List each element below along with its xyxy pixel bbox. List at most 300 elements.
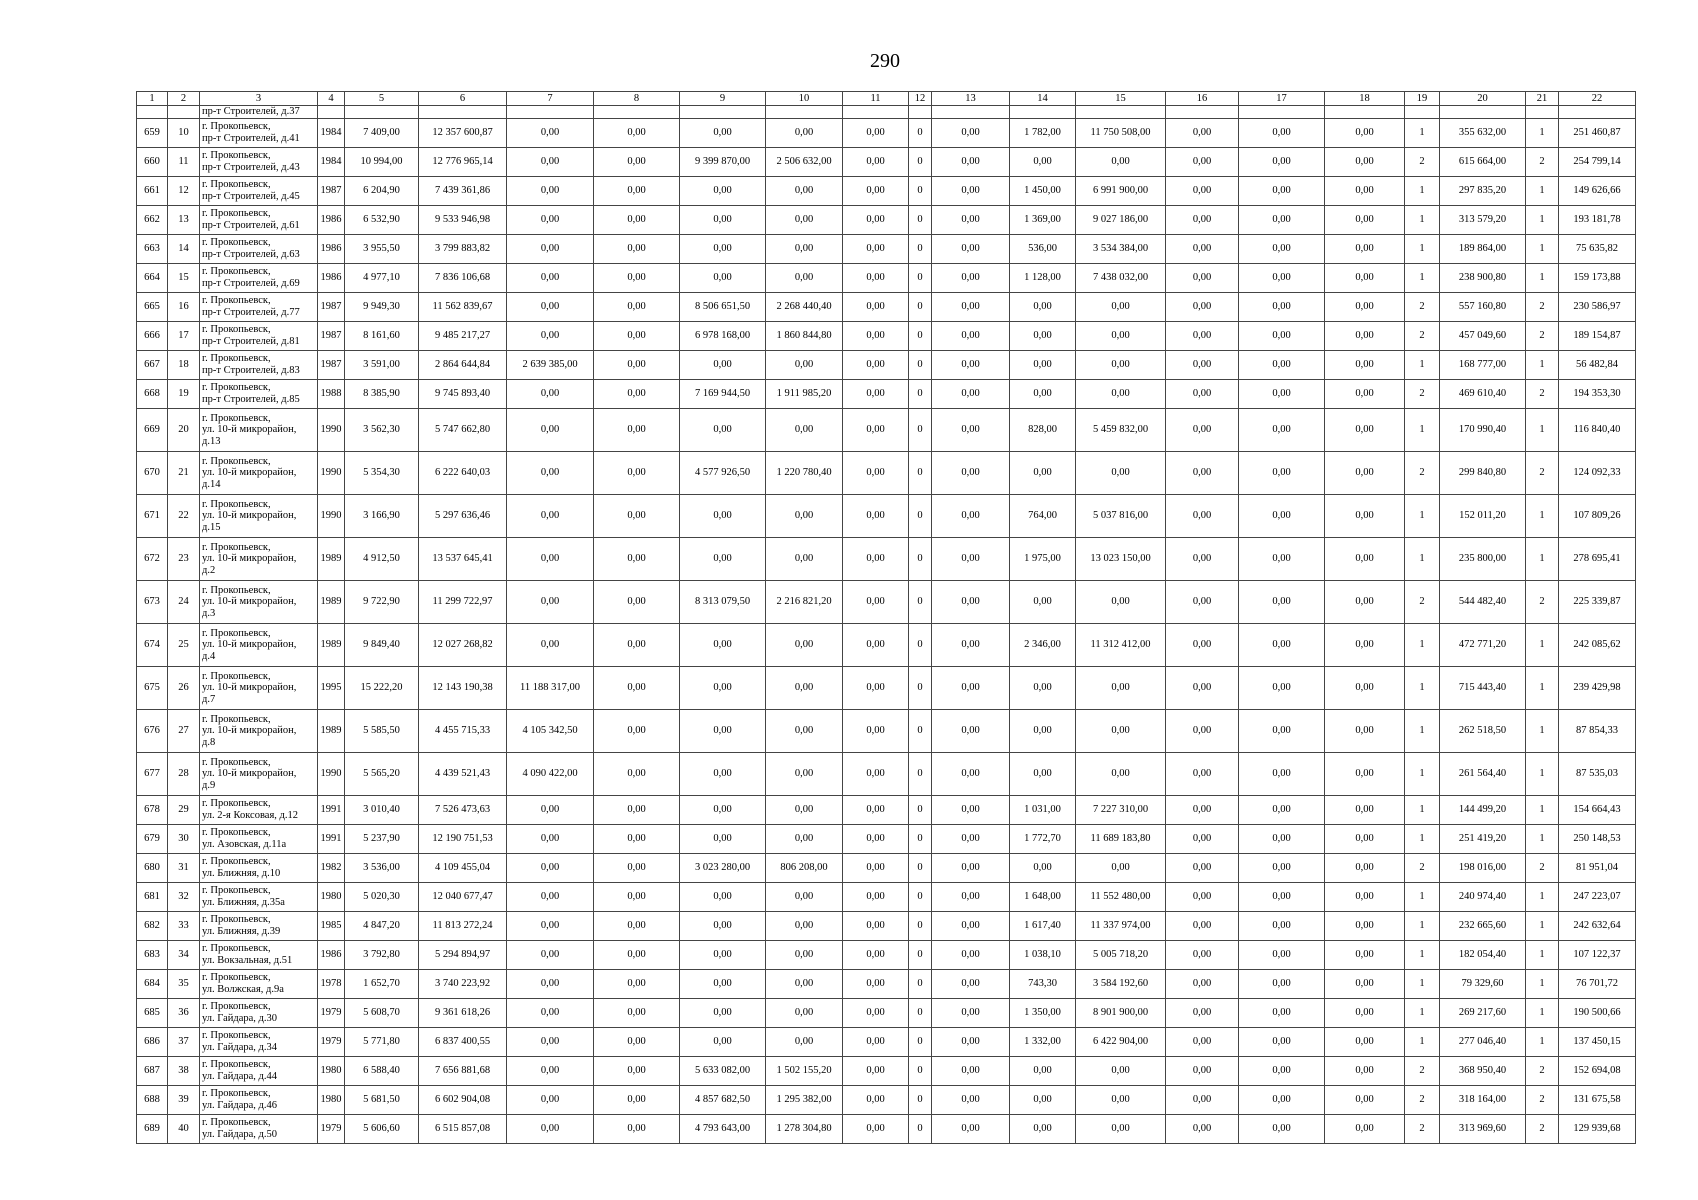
cell-c8: 0,00 (594, 409, 680, 452)
empty-cell (594, 106, 680, 119)
cell-c13: 0,00 (932, 1028, 1010, 1057)
cell-c14: 828,00 (1010, 409, 1076, 452)
cell-c9: 0,00 (680, 970, 766, 999)
cell-c9: 0,00 (680, 206, 766, 235)
address-line: г. Прокопьевск, (202, 353, 271, 365)
cell-c10: 0,00 (766, 538, 843, 581)
cell-c5: 10 994,00 (345, 148, 419, 177)
cell-c13: 0,00 (932, 322, 1010, 351)
address-line: пр-т Строителей, д.85 (202, 394, 300, 405)
cell-c11: 0,00 (843, 452, 909, 495)
cell-c4: 1990 (318, 753, 345, 796)
cell-c6: 11 299 722,97 (419, 581, 507, 624)
cell-i: 21 (168, 452, 200, 495)
address-cell (200, 825, 318, 854)
cell-c6: 9 361 618,26 (419, 999, 507, 1028)
empty-cell (419, 106, 507, 119)
cell-c16: 0,00 (1166, 883, 1239, 912)
cell-c15: 8 901 900,00 (1076, 999, 1166, 1028)
cell-c12: 0 (909, 322, 932, 351)
address-line: ул. Гайдара, д.44 (202, 1071, 277, 1082)
cell-c16: 0,00 (1166, 351, 1239, 380)
cell-c6: 9 745 893,40 (419, 380, 507, 409)
address-line: г. Прокопьевск, (202, 713, 271, 725)
address-line: д.8 (202, 736, 216, 748)
cell-c19: 1 (1405, 177, 1440, 206)
cell-c6: 11 562 839,67 (419, 293, 507, 322)
cell-c10: 0,00 (766, 796, 843, 825)
cell-c6: 4 455 715,33 (419, 710, 507, 753)
cell-c14: 0,00 (1010, 351, 1076, 380)
cell-c5: 4 977,10 (345, 264, 419, 293)
cell-c12: 0 (909, 380, 932, 409)
cell-c10: 2 268 440,40 (766, 293, 843, 322)
cell-c22: 190 500,66 (1559, 999, 1636, 1028)
cell-n: 663 (137, 235, 168, 264)
cell-c13: 0,00 (932, 999, 1010, 1028)
cell-c16: 0,00 (1166, 1115, 1239, 1144)
cell-c7: 0,00 (507, 264, 594, 293)
cell-c20: 262 518,50 (1440, 710, 1526, 753)
cell-c18: 0,00 (1325, 119, 1405, 148)
cell-c4: 1984 (318, 148, 345, 177)
cell-c7: 0,00 (507, 581, 594, 624)
cell-c18: 0,00 (1325, 322, 1405, 351)
cell-n: 666 (137, 322, 168, 351)
cell-c8: 0,00 (594, 235, 680, 264)
cell-c9: 0,00 (680, 710, 766, 753)
cell-c17: 0,00 (1239, 452, 1325, 495)
cell-c13: 0,00 (932, 854, 1010, 883)
address-line: ул. 10-й микрорайон, (202, 553, 297, 565)
cell-c22: 239 429,98 (1559, 667, 1636, 710)
cell-c19: 1 (1405, 710, 1440, 753)
cell-c17: 0,00 (1239, 883, 1325, 912)
cell-c7: 0,00 (507, 409, 594, 452)
cell-c19: 1 (1405, 825, 1440, 854)
cell-c21: 2 (1526, 322, 1559, 351)
cell-c6: 6 515 857,08 (419, 1115, 507, 1144)
cell-n: 661 (137, 177, 168, 206)
cell-c16: 0,00 (1166, 753, 1239, 796)
cell-c17: 0,00 (1239, 119, 1325, 148)
cell-c14: 1 031,00 (1010, 796, 1076, 825)
address-line: ул. Ближняя, д.35а (202, 897, 285, 908)
cell-c20: 544 482,40 (1440, 581, 1526, 624)
address-line: пр-т Строителей, д.63 (202, 249, 300, 260)
column-number-3: 3 (200, 92, 318, 106)
cell-c21: 1 (1526, 351, 1559, 380)
address-line: пр-т Строителей, д.69 (202, 278, 300, 289)
cell-c14: 1 772,70 (1010, 825, 1076, 854)
cell-c11: 0,00 (843, 753, 909, 796)
cell-c14: 0,00 (1010, 667, 1076, 710)
cell-c11: 0,00 (843, 970, 909, 999)
cell-c11: 0,00 (843, 667, 909, 710)
cell-c14: 1 038,10 (1010, 941, 1076, 970)
address-line: г. Прокопьевск, (202, 584, 271, 596)
cell-c18: 0,00 (1325, 264, 1405, 293)
cell-c13: 0,00 (932, 264, 1010, 293)
cell-c11: 0,00 (843, 581, 909, 624)
cell-c20: 469 610,40 (1440, 380, 1526, 409)
column-number-8: 8 (594, 92, 680, 106)
cell-c17: 0,00 (1239, 495, 1325, 538)
cell-c14: 0,00 (1010, 581, 1076, 624)
cell-c22: 152 694,08 (1559, 1057, 1636, 1086)
cell-n: 673 (137, 581, 168, 624)
cell-i: 25 (168, 624, 200, 667)
cell-c9: 0,00 (680, 409, 766, 452)
cell-c8: 0,00 (594, 883, 680, 912)
table-row (137, 710, 1636, 753)
table-row (137, 293, 1636, 322)
cell-n: 687 (137, 1057, 168, 1086)
cell-c16: 0,00 (1166, 1086, 1239, 1115)
address-line: ул. 10-й микрорайон, (202, 725, 297, 737)
cell-c10: 0,00 (766, 409, 843, 452)
page-number: 290 (870, 50, 900, 72)
cell-i: 38 (168, 1057, 200, 1086)
table-row (137, 495, 1636, 538)
cell-c22: 107 122,37 (1559, 941, 1636, 970)
cell-c16: 0,00 (1166, 999, 1239, 1028)
cell-c14: 1 128,00 (1010, 264, 1076, 293)
cell-c10: 0,00 (766, 999, 843, 1028)
cell-c15: 11 312 412,00 (1076, 624, 1166, 667)
cell-c10: 0,00 (766, 1028, 843, 1057)
address-cell (200, 796, 318, 825)
cell-c10: 1 278 304,80 (766, 1115, 843, 1144)
cell-i: 35 (168, 970, 200, 999)
cell-c19: 2 (1405, 1057, 1440, 1086)
address-cell (200, 177, 318, 206)
cell-c18: 0,00 (1325, 999, 1405, 1028)
cell-c5: 15 222,20 (345, 667, 419, 710)
cell-c21: 1 (1526, 206, 1559, 235)
cell-c22: 189 154,87 (1559, 322, 1636, 351)
cell-c13: 0,00 (932, 667, 1010, 710)
address-line: пр-т Строителей, д.37 (202, 106, 300, 118)
table-row (137, 825, 1636, 854)
cell-c14: 1 332,00 (1010, 1028, 1076, 1057)
cell-c5: 3 591,00 (345, 351, 419, 380)
cell-c13: 0,00 (932, 1115, 1010, 1144)
cell-c20: 313 969,60 (1440, 1115, 1526, 1144)
empty-cell (909, 106, 932, 119)
cell-c14: 0,00 (1010, 854, 1076, 883)
cell-c20: 189 864,00 (1440, 235, 1526, 264)
cell-c20: 355 632,00 (1440, 119, 1526, 148)
address-line: г. Прокопьевск, (202, 972, 271, 984)
cell-c15: 0,00 (1076, 854, 1166, 883)
cell-c9: 0,00 (680, 264, 766, 293)
cell-c21: 1 (1526, 119, 1559, 148)
cell-c17: 0,00 (1239, 912, 1325, 941)
continuation-row (137, 106, 1636, 119)
cell-c20: 261 564,40 (1440, 753, 1526, 796)
cell-c19: 1 (1405, 999, 1440, 1028)
address-cell (200, 322, 318, 351)
cell-c15: 3 534 384,00 (1076, 235, 1166, 264)
cell-c18: 0,00 (1325, 796, 1405, 825)
cell-c22: 250 148,53 (1559, 825, 1636, 854)
cell-c13: 0,00 (932, 883, 1010, 912)
cell-c17: 0,00 (1239, 970, 1325, 999)
cell-c5: 5 606,60 (345, 1115, 419, 1144)
cell-c13: 0,00 (932, 380, 1010, 409)
cell-c8: 0,00 (594, 452, 680, 495)
cell-c22: 116 840,40 (1559, 409, 1636, 452)
cell-c5: 5 354,30 (345, 452, 419, 495)
column-number-17: 17 (1239, 92, 1325, 106)
address-cell (200, 581, 318, 624)
cell-c18: 0,00 (1325, 495, 1405, 538)
table-row (137, 1057, 1636, 1086)
cell-c13: 0,00 (932, 1086, 1010, 1115)
cell-c16: 0,00 (1166, 1028, 1239, 1057)
cell-c20: 251 419,20 (1440, 825, 1526, 854)
cell-c19: 1 (1405, 119, 1440, 148)
cell-c11: 0,00 (843, 538, 909, 581)
column-number-2: 2 (168, 92, 200, 106)
cell-c13: 0,00 (932, 624, 1010, 667)
cell-i: 37 (168, 1028, 200, 1057)
address-line: г. Прокопьевск, (202, 266, 271, 278)
cell-c4: 1986 (318, 941, 345, 970)
cell-i: 22 (168, 495, 200, 538)
cell-c14: 0,00 (1010, 452, 1076, 495)
cell-c19: 1 (1405, 351, 1440, 380)
cell-c12: 0 (909, 538, 932, 581)
cell-c5: 3 166,90 (345, 495, 419, 538)
cell-c20: 238 900,80 (1440, 264, 1526, 293)
cell-n: 686 (137, 1028, 168, 1057)
cell-c11: 0,00 (843, 177, 909, 206)
cell-c6: 12 190 751,53 (419, 825, 507, 854)
address-line: г. Прокопьевск, (202, 943, 271, 955)
cell-c5: 3 010,40 (345, 796, 419, 825)
cell-c5: 9 849,40 (345, 624, 419, 667)
address-line: д.14 (202, 478, 221, 490)
cell-c6: 3 799 883,82 (419, 235, 507, 264)
address-line: г. Прокопьевск, (202, 498, 271, 510)
cell-c12: 0 (909, 409, 932, 452)
cell-c11: 0,00 (843, 119, 909, 148)
cell-c7: 0,00 (507, 796, 594, 825)
column-number-7: 7 (507, 92, 594, 106)
cell-c20: 232 665,60 (1440, 912, 1526, 941)
cell-c7: 0,00 (507, 293, 594, 322)
cell-c8: 0,00 (594, 148, 680, 177)
cell-c15: 11 750 508,00 (1076, 119, 1166, 148)
cell-c7: 0,00 (507, 495, 594, 538)
address-line: пр-т Строителей, д.77 (202, 307, 300, 318)
cell-c6: 12 143 190,38 (419, 667, 507, 710)
address-line: г. Прокопьевск, (202, 856, 271, 868)
cell-c22: 75 635,82 (1559, 235, 1636, 264)
cell-c17: 0,00 (1239, 177, 1325, 206)
cell-c13: 0,00 (932, 293, 1010, 322)
cell-c6: 5 294 894,97 (419, 941, 507, 970)
cell-c16: 0,00 (1166, 177, 1239, 206)
cell-n: 679 (137, 825, 168, 854)
cell-c16: 0,00 (1166, 148, 1239, 177)
address-line: д.2 (202, 564, 216, 576)
cell-c19: 1 (1405, 235, 1440, 264)
cell-c4: 1980 (318, 1086, 345, 1115)
cell-c11: 0,00 (843, 825, 909, 854)
cell-c15: 0,00 (1076, 1057, 1166, 1086)
cell-c21: 1 (1526, 999, 1559, 1028)
cell-c17: 0,00 (1239, 235, 1325, 264)
cell-c21: 1 (1526, 264, 1559, 293)
cell-c20: 615 664,00 (1440, 148, 1526, 177)
cell-c21: 1 (1526, 912, 1559, 941)
cell-c9: 7 169 944,50 (680, 380, 766, 409)
cell-c7: 0,00 (507, 322, 594, 351)
cell-c4: 1991 (318, 825, 345, 854)
cell-c5: 9 722,90 (345, 581, 419, 624)
table-body (137, 106, 1636, 1144)
cell-c19: 1 (1405, 206, 1440, 235)
cell-c5: 1 652,70 (345, 970, 419, 999)
cell-c13: 0,00 (932, 753, 1010, 796)
cell-c17: 0,00 (1239, 941, 1325, 970)
cell-c10: 1 295 382,00 (766, 1086, 843, 1115)
address-cell (200, 206, 318, 235)
empty-cell (1325, 106, 1405, 119)
address-line: г. Прокопьевск, (202, 121, 271, 133)
cell-c19: 1 (1405, 495, 1440, 538)
cell-c19: 1 (1405, 883, 1440, 912)
cell-i: 36 (168, 999, 200, 1028)
cell-c5: 5 237,90 (345, 825, 419, 854)
cell-c12: 0 (909, 293, 932, 322)
cell-c18: 0,00 (1325, 538, 1405, 581)
cell-n: 678 (137, 796, 168, 825)
cell-c15: 0,00 (1076, 293, 1166, 322)
cell-c18: 0,00 (1325, 351, 1405, 380)
address-line: ул. Гайдара, д.30 (202, 1013, 277, 1024)
cell-c16: 0,00 (1166, 409, 1239, 452)
cell-c12: 0 (909, 970, 932, 999)
cell-c14: 1 350,00 (1010, 999, 1076, 1028)
cell-c15: 0,00 (1076, 753, 1166, 796)
address-line: ул. Гайдара, д.50 (202, 1129, 277, 1140)
cell-i: 16 (168, 293, 200, 322)
cell-c13: 0,00 (932, 1057, 1010, 1086)
cell-c12: 0 (909, 148, 932, 177)
table-row (137, 941, 1636, 970)
cell-c16: 0,00 (1166, 941, 1239, 970)
cell-c16: 0,00 (1166, 235, 1239, 264)
cell-c14: 1 369,00 (1010, 206, 1076, 235)
cell-i: 13 (168, 206, 200, 235)
cell-c7: 0,00 (507, 1028, 594, 1057)
cell-c6: 11 813 272,24 (419, 912, 507, 941)
cell-c15: 5 037 816,00 (1076, 495, 1166, 538)
cell-c8: 0,00 (594, 177, 680, 206)
cell-c10: 0,00 (766, 264, 843, 293)
address-line: д.9 (202, 779, 216, 791)
cell-c9: 0,00 (680, 999, 766, 1028)
cell-c19: 2 (1405, 452, 1440, 495)
table-row (137, 409, 1636, 452)
cell-c8: 0,00 (594, 206, 680, 235)
cell-c22: 76 701,72 (1559, 970, 1636, 999)
cell-c21: 1 (1526, 1028, 1559, 1057)
cell-c21: 2 (1526, 380, 1559, 409)
cell-c19: 1 (1405, 912, 1440, 941)
cell-c13: 0,00 (932, 206, 1010, 235)
cell-c16: 0,00 (1166, 581, 1239, 624)
cell-c16: 0,00 (1166, 380, 1239, 409)
data-table (136, 91, 1636, 1144)
cell-c5: 3 955,50 (345, 235, 419, 264)
cell-c12: 0 (909, 883, 932, 912)
cell-c20: 299 840,80 (1440, 452, 1526, 495)
column-number-9: 9 (680, 92, 766, 106)
cell-c17: 0,00 (1239, 1057, 1325, 1086)
cell-c10: 0,00 (766, 177, 843, 206)
address-cell (200, 941, 318, 970)
cell-c17: 0,00 (1239, 624, 1325, 667)
cell-c4: 1979 (318, 1115, 345, 1144)
cell-c12: 0 (909, 941, 932, 970)
address-cell (200, 495, 318, 538)
cell-c11: 0,00 (843, 624, 909, 667)
cell-c5: 3 562,30 (345, 409, 419, 452)
cell-c8: 0,00 (594, 941, 680, 970)
cell-c21: 1 (1526, 667, 1559, 710)
cell-c18: 0,00 (1325, 177, 1405, 206)
cell-c16: 0,00 (1166, 970, 1239, 999)
cell-c9: 8 506 651,50 (680, 293, 766, 322)
cell-c17: 0,00 (1239, 999, 1325, 1028)
cell-c8: 0,00 (594, 710, 680, 753)
cell-c12: 0 (909, 710, 932, 753)
cell-c19: 2 (1405, 380, 1440, 409)
cell-c15: 3 584 192,60 (1076, 970, 1166, 999)
cell-c10: 0,00 (766, 667, 843, 710)
cell-c8: 0,00 (594, 753, 680, 796)
cell-c18: 0,00 (1325, 941, 1405, 970)
cell-c22: 137 450,15 (1559, 1028, 1636, 1057)
cell-c7: 4 105 342,50 (507, 710, 594, 753)
table-row (137, 538, 1636, 581)
cell-c18: 0,00 (1325, 970, 1405, 999)
cell-c8: 0,00 (594, 999, 680, 1028)
cell-c5: 3 536,00 (345, 854, 419, 883)
cell-c13: 0,00 (932, 495, 1010, 538)
cell-c21: 2 (1526, 854, 1559, 883)
table-row (137, 1086, 1636, 1115)
table-row (137, 796, 1636, 825)
cell-c12: 0 (909, 351, 932, 380)
cell-c8: 0,00 (594, 495, 680, 538)
column-number-1: 1 (137, 92, 168, 106)
cell-c19: 2 (1405, 148, 1440, 177)
cell-c6: 7 836 106,68 (419, 264, 507, 293)
cell-c17: 0,00 (1239, 293, 1325, 322)
cell-n: 680 (137, 854, 168, 883)
cell-c9: 0,00 (680, 351, 766, 380)
cell-c12: 0 (909, 1057, 932, 1086)
cell-c20: 313 579,20 (1440, 206, 1526, 235)
cell-c16: 0,00 (1166, 293, 1239, 322)
cell-c6: 7 526 473,63 (419, 796, 507, 825)
